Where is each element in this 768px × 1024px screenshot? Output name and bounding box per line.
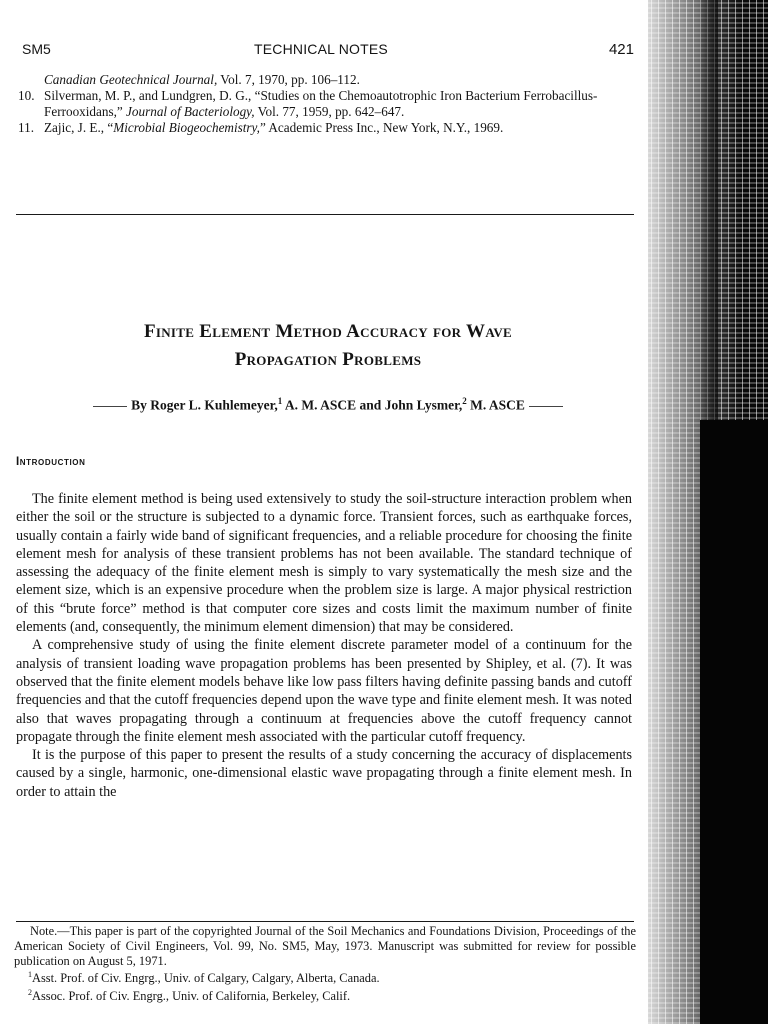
byline-by: By	[131, 397, 147, 413]
author-name: John Lysmer,	[384, 397, 463, 413]
reference-journal: Journal of Bacteriology,	[126, 104, 255, 119]
reference-item	[14, 88, 636, 120]
reference-journal: Canadian Geotechnical Journal,	[44, 72, 218, 87]
body-paragraph: It is the purpose of this paper to present the results of a study concerning the accuracy of displacements caused by a single, harmonic, one-dimensional elastic wave propagating through a finite element mesh. In order to attain the	[16, 747, 632, 800]
footnote-item	[14, 968, 636, 986]
section-divider	[16, 214, 634, 215]
reference-text: Zajic, J. E., “	[44, 120, 114, 135]
reference-book-title: Microbial Biogeochemistry,	[113, 120, 260, 135]
publication-note: Note.—This paper is part of the copyrighted Journal of the Soil Mechanics and Foundations Division, Proceedings of the American Society of Civil Engineers, Vol. 99, No. SM5, May, 1973. Manuscript was submitted for review for possible publication on August 5, 1971.	[14, 924, 636, 968]
reference-list	[14, 72, 636, 136]
article-title-line: Finite Element Method Accuracy for Wave	[143, 321, 513, 342]
reference-item	[14, 72, 636, 88]
binding-gutter-shade	[700, 0, 718, 420]
footnote-item	[14, 986, 636, 1004]
article-body	[16, 490, 632, 801]
byline-rule	[93, 406, 127, 407]
running-head	[22, 41, 634, 61]
reference-details: Vol. 7, 1970, pp. 106–112.	[217, 72, 360, 87]
body-paragraph: The finite element method is being used extensively to study the soil-structure interaction problem when either the soil or the structure is subjected to a dynamic force. Transient forces, such as earthquake forces, usually contain a fairly wide band of significant frequencies, and a reliable procedure for choosing the finite element mesh for analysis of these transient problems has not been available. The standard technique of assessing the adequacy of the finite element mesh is simply to vary systematically the mesh size and the element size, which is an expensive procedure when the problem size is large. A major physical restriction of this “brute force” method is that computer core sizes and costs limit the maximum number of finite elements (and, consequently, the minimum element dimension) that may be considered.	[16, 491, 632, 636]
section-heading: Introduction	[16, 456, 86, 468]
running-head-title: TECHNICAL NOTES	[254, 41, 388, 57]
reference-details: Vol. 77, 1959, pp. 642–647.	[254, 104, 405, 119]
reference-text: Silverman, M. P., and Lundgren, D. G., “Studies on the Chemoautotrophic Iron Bacterium Ferrobacillus-Ferrooxidans,”	[44, 88, 598, 119]
article-title	[22, 318, 634, 374]
body-paragraph: A comprehensive study of using the finite element discrete parameter model of a continuum for the analysis of transient loading wave propagation problems has been presented by Shipley, et al. (7). It was observed that the finite element models behave like low pass filters having definite passing bands and cutoff frequencies and that the cutoff frequencies depend upon the wave type and finite element mesh. It was noted also that waves propagating through a continuum at frequencies above the cutoff frequency cannot propagate through the finite element mesh associated with the particular cutoff frequency.	[16, 637, 632, 745]
author-grade: M. ASCE	[466, 397, 525, 413]
footnote-marker: 2	[462, 396, 467, 406]
footnote-marker: 1	[277, 396, 283, 406]
reference-details: ” Academic Press Inc., New York, N.Y., 1969.	[259, 120, 504, 135]
author-name: Roger L. Kuhlemeyer,	[150, 397, 278, 413]
binding-dark-edge	[700, 420, 768, 1024]
reference-number: 10.	[18, 88, 35, 103]
author-grade: A. M. ASCE and	[282, 397, 385, 413]
journal-section-code: SM5	[22, 41, 51, 57]
footnote-text: Assoc. Prof. of Civ. Engrg., Univ. of California, Berkeley, Calif.	[32, 989, 351, 1004]
footnote-text: Asst. Prof. of Civ. Engrg., Univ. of Calgary, Calgary, Alberta, Canada.	[32, 971, 380, 986]
footnote-marker: 1	[28, 970, 32, 980]
footnotes	[14, 924, 636, 1004]
reference-item	[14, 120, 636, 136]
reference-number: 11.	[18, 120, 34, 135]
page-number: 421	[608, 41, 634, 58]
byline-rule	[529, 406, 563, 407]
article-title-line: Propagation Problems	[234, 349, 422, 370]
footnote-divider	[16, 921, 634, 922]
author-byline	[22, 396, 634, 414]
footnote-marker: 2	[28, 988, 32, 998]
